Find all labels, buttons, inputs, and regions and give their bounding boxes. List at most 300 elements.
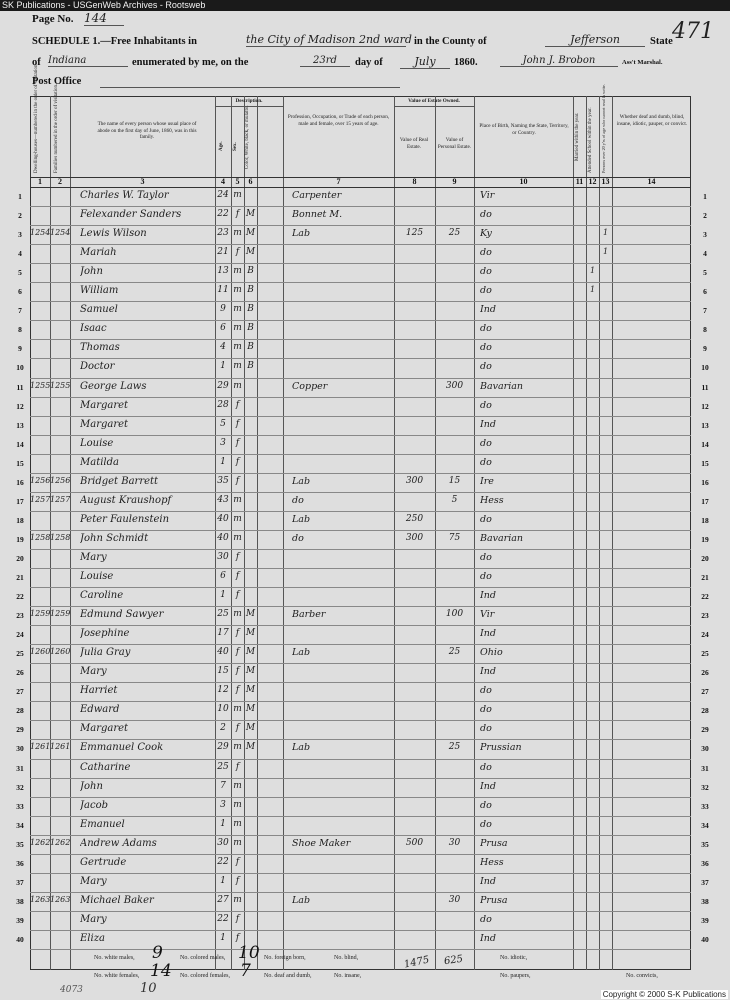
line-number: 33	[701, 801, 709, 811]
line-number: 9	[703, 344, 707, 354]
cell-name: Mary	[80, 551, 107, 563]
line-number: 19	[701, 534, 709, 544]
schedule-label: SCHEDULE 1.—Free Inhabitants in	[32, 36, 197, 47]
row-rule	[30, 511, 691, 512]
cell-pe: 25	[448, 742, 461, 753]
cell-birth: Bavarian	[480, 380, 524, 392]
line-number: 29	[16, 725, 24, 735]
cell-sex: f	[235, 666, 240, 677]
cell-birth: do	[480, 818, 492, 830]
cell-name: Edmund Sawyer	[80, 609, 164, 621]
cell-re: 500	[405, 837, 424, 848]
cell-occ: Lab	[292, 228, 311, 240]
col-color-header: Color, White, black, or mulatto.	[245, 105, 250, 169]
cell-sex: m	[233, 609, 242, 620]
col-dwelling-header: Dwelling-houses—numbered in the order of visitation.	[34, 63, 39, 173]
row-rule	[30, 892, 691, 893]
row-rule	[30, 416, 691, 417]
cell-birth: do	[480, 723, 492, 735]
row-rule	[30, 682, 691, 683]
cell-color: M	[245, 723, 256, 734]
cell-sex: f	[235, 475, 240, 486]
window-title: SK Publications - USGenWeb Archives - Rootsweb	[0, 0, 730, 11]
cell-name: August Kraushopf	[80, 494, 172, 506]
cell-occ: Shoe Maker	[292, 837, 351, 849]
row-rule	[30, 930, 691, 931]
post-office-line	[100, 87, 400, 88]
cell-color: M	[245, 704, 256, 715]
line-number: 34	[701, 820, 709, 830]
footer-colored-females-value: 7	[240, 961, 251, 981]
line-number: 27	[16, 687, 24, 697]
cell-birth: do	[480, 437, 492, 449]
line-number: 30	[701, 744, 709, 754]
cell-sex: m	[233, 266, 242, 277]
col-real-estate-header: Value of Real Estate.	[399, 137, 429, 150]
cell-age: 22	[217, 209, 229, 220]
row-rule	[30, 701, 691, 702]
cell-birth: Ind	[480, 666, 496, 678]
row-rule	[30, 606, 691, 607]
cell-name: John Schmidt	[80, 532, 149, 544]
cell-sex: f	[235, 590, 240, 601]
cell-birth: do	[480, 456, 492, 468]
col-deaf-header: Whether deaf and dumb, blind, insane, idiotic, pauper, or convict.	[616, 114, 688, 127]
line-number: 24	[701, 630, 709, 640]
cell-pe: 15	[448, 475, 461, 486]
cell-name: Mariah	[80, 247, 117, 259]
cell-age: 25	[217, 761, 229, 772]
cell-color: B	[247, 361, 254, 372]
line-number: 37	[16, 877, 24, 887]
cell-sex: f	[235, 571, 240, 581]
line-number: 8	[18, 325, 22, 335]
page-no-label: Page No.	[32, 13, 74, 25]
line-number: 31	[16, 763, 24, 773]
cell-fam: 1259	[50, 609, 70, 619]
row-rule	[30, 530, 691, 531]
cell-birth: do	[480, 323, 492, 335]
line-number: 28	[701, 706, 709, 716]
cell-re: 250	[405, 513, 424, 524]
col-married-header: Married within the year.	[575, 112, 580, 161]
footer-paupers-label: No. paupers,	[500, 973, 531, 979]
column-number: 7	[336, 177, 341, 186]
cell-color: M	[245, 742, 256, 753]
cell-sex: m	[233, 342, 242, 353]
line-number: 15	[701, 458, 709, 468]
cell-birth: Ind	[480, 628, 496, 640]
cell-occ: do	[292, 532, 304, 544]
cell-sex: m	[233, 513, 242, 524]
line-number: 14	[701, 439, 709, 449]
line-number: 36	[701, 858, 709, 868]
line-number: 22	[16, 592, 24, 602]
cell-name: Doctor	[80, 361, 115, 373]
line-number: 33	[16, 801, 24, 811]
line-number: 23	[16, 611, 24, 621]
cell-sex: f	[235, 875, 240, 886]
line-number: 26	[16, 668, 24, 678]
cell-age: 24	[217, 190, 229, 200]
cell-fam: 1258	[50, 532, 70, 542]
line-number: 31	[701, 763, 709, 773]
cell-age: 35	[217, 475, 229, 486]
cell-sex: m	[233, 304, 242, 315]
cell-sex: f	[235, 418, 240, 429]
of-label: of	[32, 57, 41, 68]
cell-name: Lewis Wilson	[80, 228, 147, 240]
cell-name: Margaret	[80, 399, 129, 411]
county: Jefferson	[545, 33, 645, 47]
cell-age: 3	[220, 799, 226, 810]
cell-age: 22	[217, 913, 229, 924]
place: the City of Madison 2nd ward	[246, 33, 412, 46]
county-label: in the County of	[414, 36, 487, 47]
cell-birth: do	[480, 571, 492, 582]
column-number: 10	[519, 177, 528, 186]
cell-name: Felexander Sanders	[80, 209, 182, 221]
row-rule	[30, 454, 691, 455]
cell-color: M	[245, 209, 256, 220]
page-no: 144	[84, 11, 124, 26]
cell-name: Andrew Adams	[80, 837, 157, 849]
cell-birth: Prussian	[480, 742, 522, 754]
cell-name: George Laws	[80, 380, 147, 392]
cell-pe: 25	[448, 647, 461, 658]
cell-color: M	[245, 647, 256, 658]
line-number: 11	[16, 382, 24, 392]
row-rule	[30, 797, 691, 798]
cell-dw: 1259	[30, 609, 50, 619]
row-rule	[30, 397, 691, 398]
row-rule	[30, 835, 691, 836]
cell-color: M	[245, 685, 256, 696]
cell-c13: 1	[602, 228, 609, 238]
row-rule	[30, 644, 691, 645]
cell-age: 6	[220, 571, 226, 581]
line-number: 24	[16, 630, 24, 640]
cell-sex: m	[233, 704, 242, 715]
row-rule	[30, 244, 691, 245]
cell-birth: do	[480, 685, 492, 697]
cell-dw: 1261	[30, 742, 50, 752]
row-rule	[30, 492, 691, 493]
line-number: 16	[16, 477, 24, 487]
cell-name: Eliza	[80, 932, 105, 944]
cell-color: M	[245, 628, 256, 639]
row-rule	[30, 378, 691, 379]
line-number: 4	[18, 249, 22, 259]
cell-occ: Copper	[292, 380, 328, 392]
cell-c12: 1	[589, 266, 596, 276]
cell-age: 30	[217, 551, 229, 562]
cell-re: 300	[405, 532, 424, 543]
cell-birth: do	[480, 209, 492, 221]
row-rule	[30, 873, 691, 874]
line-number: 17	[701, 496, 709, 506]
cell-birth: Hess	[480, 494, 504, 506]
cell-sex: m	[233, 228, 242, 239]
description-header: Description.	[235, 98, 263, 104]
cell-birth: do	[480, 704, 492, 716]
row-rule	[30, 663, 691, 664]
line-number: 18	[16, 515, 24, 525]
cell-sex: f	[235, 647, 240, 658]
line-number: 13	[16, 420, 24, 430]
cell-age: 12	[217, 685, 229, 696]
cell-color: B	[247, 285, 254, 296]
cell-name: Edward	[80, 704, 120, 716]
column-number: 13	[601, 177, 610, 186]
cell-name: Emanuel	[80, 818, 125, 830]
col-name-header: The name of every person whose usual place of abode on the first day of June, 1860, was in this family.	[97, 121, 197, 140]
marshal-signature: John J. Brobon	[500, 55, 618, 67]
cell-sex: m	[233, 799, 242, 810]
cell-dw: 1255	[30, 380, 50, 390]
line-number: 3	[18, 230, 22, 240]
row-rule	[30, 225, 691, 226]
cell-name: Peter Faulenstein	[80, 513, 170, 525]
cell-sex: f	[235, 437, 240, 448]
cell-age: 40	[217, 532, 229, 543]
cell-birth: Vir	[480, 609, 495, 621]
cell-age: 25	[217, 609, 229, 620]
col-personal-estate-header: Value of Personal Estate.	[437, 137, 472, 150]
cell-birth: Vir	[480, 190, 495, 201]
cell-sex: f	[235, 932, 240, 943]
cell-name: Jacob	[80, 799, 108, 811]
line-number: 2	[703, 211, 707, 221]
cell-birth: Ind	[480, 932, 496, 944]
cell-sex: m	[233, 532, 242, 543]
line-number: 18	[701, 515, 709, 525]
line-number: 26	[701, 668, 709, 678]
cell-name: Gertrude	[80, 856, 127, 868]
cell-name: Mary	[80, 913, 107, 925]
cell-sex: f	[235, 685, 240, 696]
line-number: 27	[701, 687, 709, 697]
row-rule	[30, 720, 691, 721]
cell-age: 10	[217, 704, 229, 715]
state-label: State	[650, 36, 673, 47]
cell-age: 11	[217, 285, 229, 296]
cell-name: Josephine	[80, 628, 130, 640]
cell-age: 30	[217, 837, 229, 848]
line-number: 40	[701, 934, 709, 944]
day: 23rd	[300, 55, 350, 67]
cell-sex: m	[233, 361, 242, 372]
cell-age: 7	[220, 780, 226, 791]
column-number: 5	[235, 177, 240, 186]
cell-sex: f	[235, 247, 240, 258]
cell-re: 125	[405, 228, 424, 239]
cell-sex: m	[233, 285, 242, 296]
footer-blind-label: No. blind,	[334, 955, 359, 961]
year: 1860.	[454, 57, 478, 68]
column-number: 8	[412, 177, 417, 186]
cell-fam: 1263	[50, 894, 70, 904]
column-number: 14	[647, 177, 656, 186]
cell-color: B	[247, 304, 254, 315]
line-number: 1	[18, 192, 22, 201]
cell-birth: do	[480, 913, 492, 925]
line-number: 20	[701, 553, 709, 563]
line-number: 4	[703, 249, 707, 259]
column-number: 3	[140, 177, 145, 186]
cell-dw: 1256	[30, 475, 50, 485]
col-age-header: Age.	[219, 141, 224, 151]
line-number: 38	[701, 896, 709, 906]
cell-age: 29	[217, 742, 229, 753]
column-number: 11	[575, 177, 584, 186]
cell-age: 3	[220, 437, 226, 448]
line-number: 5	[703, 268, 707, 278]
cell-age: 1	[220, 932, 226, 943]
column-number: 4	[221, 177, 225, 186]
cell-birth: do	[480, 285, 492, 297]
line-number: 14	[16, 439, 24, 449]
cell-age: 21	[217, 247, 229, 258]
cell-color: M	[245, 609, 256, 620]
census-sheet	[0, 11, 730, 1000]
cell-pe: 75	[448, 532, 461, 543]
cell-fam: 1261	[50, 742, 70, 752]
line-number: 39	[16, 915, 24, 925]
line-number: 28	[16, 706, 24, 716]
cell-birth: do	[480, 399, 492, 411]
cell-age: 40	[217, 513, 229, 524]
cell-birth: Ind	[480, 304, 496, 316]
col-family-header: Families numbered in the order of visitation.	[54, 83, 59, 173]
line-number: 12	[701, 401, 709, 411]
value-group-header: Value of Estate Owned.	[408, 98, 460, 104]
cell-age: 27	[217, 894, 229, 905]
margin-note-left: 4073	[60, 985, 83, 995]
footer-white-females-value: 14	[150, 961, 172, 981]
cell-name: Emmanuel Cook	[80, 742, 164, 754]
cell-color: B	[247, 342, 254, 353]
col-school-header: Attended School within the year.	[588, 107, 593, 173]
cell-occ: Lab	[292, 742, 311, 754]
line-number: 8	[703, 325, 707, 335]
cell-name: Isaac	[80, 323, 107, 335]
footer-colored-females-label: No. colored females,	[180, 973, 230, 979]
cell-age: 6	[220, 323, 226, 334]
cell-sex: m	[233, 780, 242, 791]
cell-age: 13	[217, 266, 229, 277]
cell-birth: Ky	[480, 228, 492, 240]
post-office-label: Post Office	[32, 76, 82, 87]
cell-re: 300	[405, 475, 424, 486]
footer-white-males-label: No. white males,	[94, 955, 135, 961]
line-number: 22	[701, 592, 709, 602]
row-rule	[30, 435, 691, 436]
cell-age: 9	[220, 304, 226, 315]
cell-name: Margaret	[80, 418, 129, 430]
cell-pe: 100	[445, 609, 464, 620]
col-birthplace-header: Place of Birth, Naming the State, Territory, or Country.	[479, 123, 569, 136]
cell-birth: do	[480, 761, 492, 773]
footer-colored-males-value: 10	[238, 943, 260, 963]
row-rule	[30, 301, 691, 302]
cell-age: 1	[220, 875, 226, 886]
line-number: 6	[703, 287, 707, 297]
cell-sex: f	[235, 456, 240, 467]
line-number: 12	[16, 401, 24, 411]
cell-fam: 1257	[50, 494, 70, 504]
cell-sex: m	[233, 837, 242, 848]
cell-c12: 1	[589, 285, 596, 295]
line-number: 34	[16, 820, 24, 830]
cell-dw: 1258	[30, 532, 50, 542]
col-occupation-header: Profession, Occupation, or Trade of each person, male and female, over 15 years of age.	[287, 114, 390, 127]
cell-age: 2	[220, 723, 226, 734]
cell-age: 4	[220, 342, 226, 353]
footer-insane-label: No. insane,	[334, 973, 362, 979]
line-number: 16	[701, 477, 709, 487]
cell-color: M	[245, 666, 256, 677]
cell-name: Caroline	[80, 590, 124, 602]
footer-deaf-dumb-label: No. deaf and dumb,	[264, 973, 312, 979]
line-number: 37	[701, 877, 709, 887]
line-number: 6	[18, 287, 22, 297]
line-number: 40	[16, 934, 24, 944]
cell-birth: Ind	[480, 780, 496, 792]
cell-occ: Lab	[292, 894, 311, 906]
row-rule	[30, 854, 691, 855]
cell-birth: do	[480, 247, 492, 259]
cell-name: Harriet	[80, 685, 118, 697]
cell-sex: f	[235, 551, 240, 562]
cell-pe: 300	[445, 380, 464, 391]
cell-name: Bridget Barrett	[80, 475, 159, 487]
cell-age: 17	[217, 628, 229, 639]
cell-sex: m	[233, 190, 242, 200]
line-number: 29	[701, 725, 709, 735]
cell-name: Julia Gray	[80, 647, 131, 659]
cell-sex: m	[233, 742, 242, 753]
line-number: 3	[703, 230, 707, 240]
cell-age: 43	[217, 494, 229, 505]
cell-color: M	[245, 247, 256, 258]
line-number: 15	[16, 458, 24, 468]
cell-age: 15	[217, 666, 229, 677]
cell-fam: 1254	[50, 228, 70, 238]
line-number: 11	[701, 382, 709, 392]
column-number: 1	[38, 177, 42, 186]
cell-fam: 1262	[50, 837, 70, 847]
cell-birth: Ind	[480, 590, 496, 602]
footer-real-estate-total: 1475	[403, 954, 431, 971]
cell-age: 1	[220, 456, 226, 467]
line-number: 35	[701, 839, 709, 849]
line-number: 20	[16, 553, 24, 563]
marshal-label: Ass't Marshal.	[622, 59, 663, 66]
cell-pe: 25	[448, 228, 461, 239]
cell-sex: m	[233, 380, 242, 391]
cell-pe: 5	[451, 494, 458, 505]
cell-age: 28	[217, 399, 229, 410]
row-rule	[30, 320, 691, 321]
cell-birth: Ind	[480, 875, 496, 887]
cell-name: Mary	[80, 875, 107, 887]
row-rule	[30, 778, 691, 779]
cell-name: John	[80, 266, 103, 278]
cell-occ: Carpenter	[292, 190, 342, 201]
footer-foreign-born-label: No. foreign born,	[264, 955, 306, 961]
cell-color: B	[247, 323, 254, 334]
